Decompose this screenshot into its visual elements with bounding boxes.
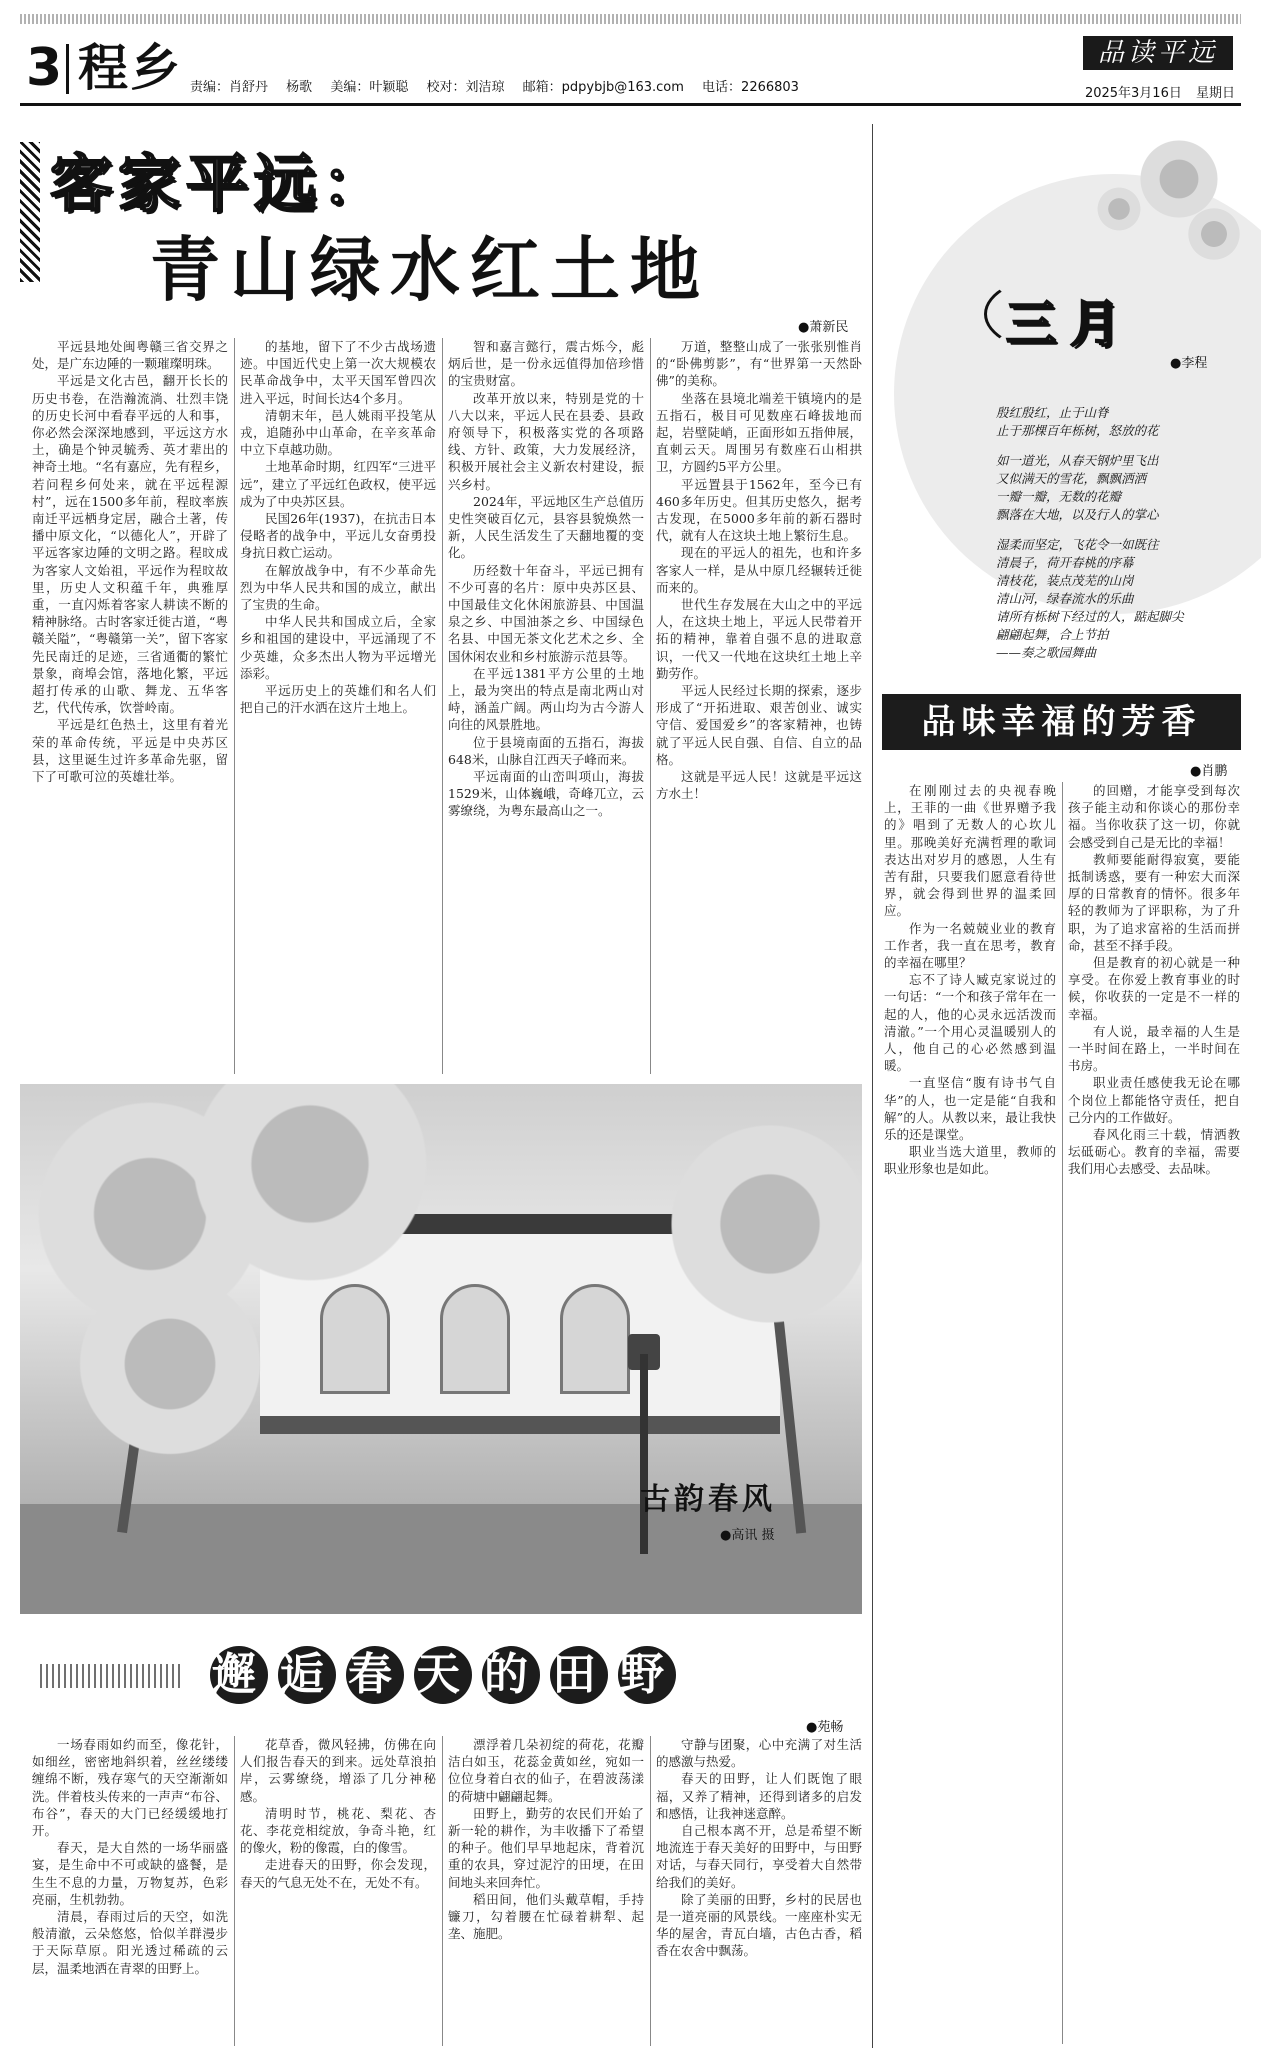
paragraph: 花草香，微风轻拂，仿佛在向人们报告春天的到来。远处草浪拍岸，云雾缭绕，增添了几分神秘感。 (240, 1737, 436, 1804)
title-char: 逅 (278, 1646, 336, 1704)
title-char: 春 (346, 1646, 404, 1704)
paragraph: 一直坚信“腹有诗书气自华”的人，也一定是能“自我和解”的人。从教以来，最让我快乐的还是课堂。 (884, 1075, 1056, 1143)
poem-stanza (996, 452, 1236, 524)
newspaper-page (20, 14, 1241, 2048)
paragraph: 平远是红色热土，这里有着光荣的革命传统，平远是中央苏区县，这里诞生过许多革命先驱，留下了可歌可泣的英雄壮举。 (32, 717, 228, 785)
paragraph: 忘不了诗人臧克家说过的一句话：“一个和孩子常年在一起的人，他的心灵永远活泼而清澈。”一个用心灵温暖别人的人，他自己的心必然感到温暖。 (884, 972, 1056, 1074)
blossom-decor (1184, 204, 1244, 264)
credit-item: 电话：2266803 (702, 80, 799, 95)
paragraph: 在解放战争中，有不少革命先烈为中华人民共和国的成立，献出了宝贵的生命。 (240, 562, 436, 613)
paragraph: 春天的田野，让人们既饱了眼福，又养了精神，还得到诸多的启发和感悟，让我神迷意醉。 (656, 1771, 862, 1821)
paragraph: 位于县境南面的五指石，海拔648米，山脉自江西天子峰而来。 (448, 734, 644, 767)
paragraph: 有人说，最幸福的人生是一半时间在路上，一半时间在书房。 (1068, 1023, 1240, 1074)
article3-column-1 (32, 1736, 228, 2046)
article3-column-2 (240, 1736, 436, 2046)
poem-line: 清晨子，荷开春桃的序幕 (996, 555, 1134, 570)
title-char: 田 (550, 1646, 608, 1704)
paragraph: 稻田间，他们头戴草帽，手持镰刀，勾着腰在忙碌着耕犁、起垄、施肥。 (448, 1891, 644, 1942)
paragraph: 职业当选大道里，教师的职业形象也是如此。 (884, 1144, 1056, 1177)
top-decor-bar (20, 14, 1241, 24)
page-header (20, 26, 1241, 106)
paragraph: 平远置县于1562年，至今已有460多年历史。但其历史悠久，据考古发现，在5000多年前的新石器时代，就有人在这块土地上繁衍生息。 (656, 476, 862, 544)
title-char: 的 (482, 1646, 540, 1704)
poem-byline: ●李程 (1170, 356, 1208, 371)
paragraph: 平远是文化古邑，翻开长长的历史书卷，在浩瀚流淌、壮烈丰饶的历史长河中看春平远的人和事，你必然会深深地感到，平远这方水土，确是个钟灵毓秀、英才辈出的神奇土地。“名有嘉应，先有程乡，若问程乡何处来，就在平远程源村”，远在1500多年前，程旼率族南迁平远栖身定居，融合土著，传播中原文化，“以德化人”，开辟了平远客家边陲的文明之路。程旼成为客家人文始祖，平远作为程旼故里，历史人文积蕴千年，典雅厚重，一直闪烁着客家人耕读不断的精神脉络。古时客家迁徙古道，“粤赣关隘”，“粤赣第一关”，留下客家先民南迁的足迹，三省通衢的繁忙景象，商埠会馆，落地化繁，平远超打传承的山歌、舞龙、五华客艺，代代传承，饮誉岭南。 (32, 373, 228, 716)
editor-credits (190, 80, 813, 96)
headline-decor-stripe (40, 1664, 180, 1688)
column-rule (650, 1736, 651, 2046)
page-number: 3 (26, 38, 63, 98)
paragraph: 但是教育的初心就是一种享受。在你爱上教育事业的时候，你收获的一定是不一样的幸福。 (1068, 955, 1240, 1022)
blossom-decor (1094, 184, 1144, 234)
article3-title (210, 1646, 686, 1704)
paragraph: 春风化雨三十载，情洒教坛砥砺心。教育的幸福，需要我们用心去感受、去品味。 (1068, 1127, 1240, 1177)
paragraph: 土地革命时期，红四军“三进平远”，建立了平远红色政权，使平远成为了中央苏区县。 (240, 459, 436, 509)
paragraph: 守静与团聚，心中充满了对生活的感激与热爱。 (656, 1737, 862, 1770)
paragraph: 世代生存发展在大山之中的平远人，在这块土地上，平远人民带着开拓的精神，靠着自强不息的进取意识，一代又一代地在这块红土地上辛勤劳作。 (656, 597, 862, 681)
section-divider (872, 124, 873, 2048)
photo-window (320, 1284, 390, 1394)
article3-column-3 (448, 1736, 644, 2046)
poem-stanza (996, 536, 1236, 662)
paragraph: 走进春天的田野，你会发现，春天的气息无处不在，无处不有。 (240, 1857, 436, 1890)
paragraph: 历经数十年奋斗，平远已拥有不少可喜的名片：原中央苏区县、中国最佳文化休闲旅游县、中国温泉之乡、中国油茶之乡、中国绿色名县、中国无茶文化艺术之乡、全国休闲农业和乡村旅游示范县等。 (448, 562, 644, 664)
poem-line: 飘落在大地，以及行人的掌心 (996, 507, 1159, 522)
issue-date: 2025年3月16日 (1084, 86, 1182, 101)
article1-column-1 (32, 338, 228, 1074)
headline-decor-stripe (20, 142, 40, 282)
paragraph: 教师要能耐得寂寞，要能抵制诱惑，要有一种宏大而深厚的日常教育的情怀。很多年轻的教师为了评职称，为了升职，为了追求富裕的生活而拼命，甚至不择手段。 (1068, 851, 1240, 953)
paragraph: 清朝末年，邑人姚雨平投笔从戎，追随孙中山革命，在辛亥革命中立下卓越功勋。 (240, 407, 436, 458)
section-name: 程乡 (78, 38, 182, 97)
poem-line: 清山河，绿春流水的乐曲 (996, 591, 1134, 606)
paragraph: 清明时节，桃花、梨花、杏花、李花竞相绽放，争奇斗艳，红的像火，粉的像霞，白的像雪。 (240, 1805, 436, 1856)
article2-column-1 (884, 782, 1056, 2044)
article2-column-2 (1068, 782, 1240, 2044)
photo-ground (20, 1504, 862, 1614)
credit-item: 邮箱：pdpybjb@163.com (522, 80, 684, 95)
article2-headline-box (882, 694, 1241, 750)
photo-window (560, 1284, 630, 1394)
paragraph: 平远人民经过长期的探索，逐步形成了“开拓进取、艰苦创业、诚实守信、爱国爱乡”的客家精神，也铸就了平远人民自强、自信、自立的品格。 (656, 683, 862, 767)
paragraph: 清晨，春雨过后的天空，如洗般清澈，云朵悠悠，恰似羊群漫步于天际草原。阳光透过稀疏的云层，温柔地洒在青翠的田野上。 (32, 1909, 228, 1976)
title-char: 天 (414, 1646, 472, 1704)
paragraph: 平远历史上的英雄们和名人们把自己的汗水洒在这片土地上。 (240, 683, 436, 716)
paragraph: 平远南面的山峦叫项山，海拔1529米，山体巍峨，奇峰兀立，云雾缭绕，为粤东最高山之一。 (448, 769, 644, 819)
poem-line: ——奏之歌园舞曲 (996, 645, 1097, 660)
column-rule (234, 338, 235, 1074)
paragraph: 自己根本离不开，总是希望不断地流连于春天美好的田野中，与田野对话，与春天同行，享受着大自然带给我们的美好。 (656, 1823, 862, 1890)
paragraph: 在刚刚过去的央视春晚上，王菲的一曲《世界赠予我的》唱到了无数人的心坎儿里。那晚美好充满哲理的歌词表达出对岁月的感恩，人生有苦有甜，只要我们愿意看待世界，就会得到世界的温柔回应。 (884, 783, 1056, 919)
poem-stanza (996, 404, 1236, 440)
poem-panel (894, 134, 1241, 674)
dateline (1075, 82, 1235, 101)
article1-column-3 (448, 338, 644, 1074)
paragraph: 中华人民共和国成立后，全家乡和祖国的建设中，平远涌现了不少英雄，众多杰出人物为平远增光添彩。 (240, 614, 436, 681)
article1-title-line2: 青山绿水红土地 (150, 229, 710, 311)
poem-title: 三月 (1006, 295, 1134, 353)
column-rule (650, 338, 651, 1074)
masthead-logo: 品读平远 (1083, 36, 1233, 70)
credit-item: 校对：刘洁琼 (426, 80, 505, 95)
paragraph: 职业责任感使我无论在哪个岗位上都能恪守责任，把自己分内的工作做好。 (1068, 1075, 1240, 1125)
paragraph: 改革开放以来，特别是党的十八大以来，平远人民在县委、县政府领导下，积极落实党的各项路线、方针、政策，大力发展经济，积极开展社会主义新农村建设，振兴乡村。 (448, 390, 644, 492)
article1-headline (20, 124, 880, 311)
title-char: 邂 (210, 1646, 268, 1704)
article1-column-2 (240, 338, 436, 1074)
photo-window (440, 1284, 510, 1394)
credit-item: 责编：肖舒丹 (190, 80, 269, 95)
paragraph: 2024年，平远地区生产总值历史性突破百亿元，县容县貌焕然一新，人民生活发生了天翻地覆的变化。 (448, 493, 644, 561)
paragraph: 民国26年(1937)，在抗击日本侵略者的战争中，平远儿女奋勇投身抗日救亡运动。 (240, 511, 436, 561)
paragraph: 的基地，留下了不少古战场遗迹。中国近代史上第一次大规模农民革命战争中，太平天国军曾四次进入平远，时间长达4个多月。 (240, 339, 436, 406)
poem-line: 又似满天的雪花，飘飘洒洒 (996, 471, 1147, 486)
paragraph: 万道，整整山成了一张张别惟肖的“卧佛剪影”，有“世界第一天然卧佛”的美称。 (656, 339, 862, 389)
poem-line: 止于那棵百年栎树，怒放的花 (996, 423, 1159, 438)
paragraph: 在平远1381平方公里的土地上，最为突出的特点是南北两山对峙，涵盖广阔。两山均为古今游人向往的风景胜地。 (448, 665, 644, 733)
paragraph: 平远县地处闽粤赣三省交界之处，是广东边陲的一颗璀璨明珠。 (32, 339, 228, 372)
paragraph: 一场春雨如约而至，像花针，如细丝，密密地斜织着，丝丝缕缕缠绵不断，残存寒气的天空渐渐如洗。伴着枝头传来的一声声“布谷、布谷”，春天的大门已经缓缓地打开。 (32, 1737, 228, 1839)
issue-weekday: 星期日 (1195, 86, 1235, 101)
poem-body (996, 404, 1236, 674)
title-char: 野 (618, 1646, 676, 1704)
photo-credit: ●高讯 摄 (720, 1528, 775, 1543)
column-rule (234, 1736, 235, 2046)
column-rule (442, 1736, 443, 2046)
poem-line: 湿柔而坚定，飞花令一如既往 (996, 537, 1159, 552)
article3-column-4 (656, 1736, 862, 2046)
article2-byline: ●肖鹏 (1190, 764, 1228, 779)
header-divider (66, 44, 69, 94)
poem-line: 殷红殷红，止于山脊 (996, 405, 1109, 420)
paragraph: 现在的平远人的祖先，也和许多客家人一样，是从中原几经辗转迁徙而来的。 (656, 545, 862, 595)
photo-lamp-post (640, 1354, 648, 1554)
credit-item: 杨歌 (286, 80, 313, 95)
paragraph: 除了美丽的田野，乡村的民居也是一道亮丽的风景线。一座座朴实无华的屋舍，青瓦白墙，古色古香，稻香在农舍中飘荡。 (656, 1891, 862, 1959)
poem-line: 一瓣一瓣，无数的花瓣 (996, 489, 1122, 504)
paragraph: 田野上，勤劳的农民们开始了新一轮的耕作，为丰收播下了希望的种子。他们早早地起床，背着沉重的农具，穿过泥泞的田埂，在田间地头来回奔忙。 (448, 1805, 644, 1890)
article1-title-line1: 客家平远： (50, 147, 391, 220)
spring-photo (20, 1084, 862, 1614)
column-rule (1062, 782, 1063, 2044)
paragraph: 春天，是大自然的一场华丽盛宴，是生命中不可或缺的盛餐，是生生不息的力量，万物复苏，色彩亮丽，生机勃勃。 (32, 1840, 228, 1907)
article1-byline: ●萧新民 (798, 320, 849, 335)
paragraph: 智和嘉言懿行，震古烁今，彪炳后世，是一份永远值得加倍珍惜的宝贵财富。 (448, 339, 644, 389)
paragraph: 坐落在县境北端差干镇境内的是五指石，极目可见数座石峰拔地而起，岩壁陡峭，正面形如五指伸展，直刺云天。周围另有数座石山相拱卫，方圆约5平方公里。 (656, 390, 862, 475)
photo-caption: 古韵春风 (640, 1482, 776, 1517)
paragraph: 作为一名兢兢业业的教育工作者，我一直在思考，教育的幸福在哪里？ (884, 920, 1056, 971)
article3-byline: ●苑畅 (806, 1720, 844, 1735)
paragraph: 这就是平远人民！这就是平远这方水土！ (656, 769, 862, 802)
poem-line: 清枝花，装点茂芜的山岗 (996, 573, 1134, 588)
paragraph: 漂浮着几朵初绽的荷花，花瓣洁白如玉，花蕊金黄如丝，宛如一位位身着白衣的仙子，在碧波荡漾的荷塘中翩翩起舞。 (448, 1737, 644, 1804)
photo-blossom (60, 1264, 280, 1464)
article2-title: 品味幸福的芳香 (921, 702, 1202, 742)
article1-column-4 (656, 338, 862, 1074)
paragraph: 的回赠，才能享受到每次孩子能主动和你谈心的那份幸福。当你收获了这一切，你就会感受到自己是无比的幸福！ (1068, 783, 1240, 850)
poem-line: 如一道光，从春天钢炉里飞出 (996, 453, 1159, 468)
poem-line: 翩翩起舞，合上节拍 (996, 627, 1109, 642)
credit-item: 美编：叶颖聪 (330, 80, 409, 95)
column-rule (442, 338, 443, 1074)
poem-line: 请所有栎树下经过的人，踮起脚尖 (996, 609, 1184, 624)
